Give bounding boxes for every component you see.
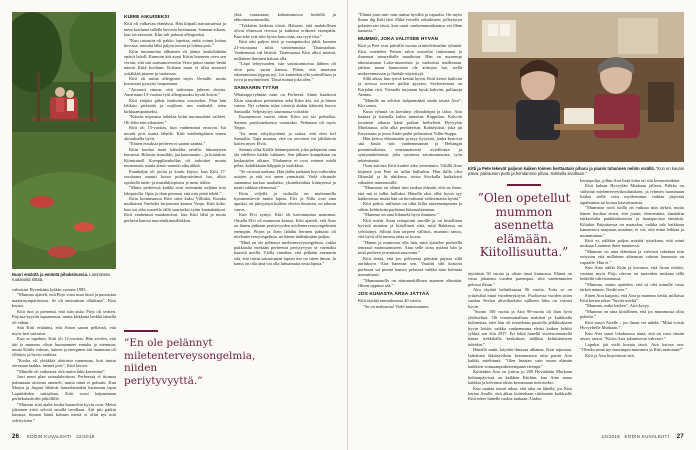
issue-number: 22/2018 [76,434,95,439]
paragraph: ”Isi meni erityityyttämä ja saissa, että olen lorl Samuilia. Tapa muutaa, että on arvoinen isä jaltilaitoin kaiten myös Elviä. [234,130,336,147]
page-number: 27 [676,434,684,440]
right-footer [602,434,684,440]
paragraph: Kitti vääjäsi pitkät hiuksensa rousiseltai. Plan hän Iehkäsi pitkistää ja nojilisen sen vaalealel, siten kirkkaampainseksi. [124,97,226,114]
paragraph: kerttopohja, jolhin Aira lisää lohta tai sitä keemnistäkäse. [580,178,681,183]
paragraph: Kitti täyttää tammikuussa 40 vuotta. [358,298,422,304]
paragraph: Sillä aikaa, kun työvä kestää hyvin, Kitti kertoi kaikvita ja tovissa tuvevret pullati pyytam. Sevlotteenssä on Karjalan virit. Vieraalle tarjotaan hyvät kahviin, pullaaoja Ainaan. [358,75,462,98]
caption-text: ”Kun en kaunis päivä, päivaonen putta ja hondamme pihaa. Saltsella sivuttaan.” [468,166,684,176]
paragraph: valmistui Hyvinkään kylään vuonna 1985. [12,287,87,292]
paragraph: täyttäisin 50 vuotta ja olisin tässä kunnossa. Elämä on vasta jokainen vuoden parempaa, sikä vanhemmiten pelossa ilkuin.” [468,271,572,287]
caption-bold: Nuori emäntä ja emäntä pihakeinussa. [12,272,89,277]
paragraph: Kun Elvi syntyi, Kitti oli kaivannuttaa mammaa. Omalla Elvi oli mummon kanssa. Kitti ajatteli, että Aino on hänen puhtaan perityvyyden miclentervessyongelmien enempän. Pirjon ja Jarin ilahdut hermen pahtaisi oli mielentervessyongelmia, ne hänen täälenkisään paljon. [234,212,336,240]
paragraph: ”Mummo, mikä kaiken”, Aira kysyy. [585,303,650,309]
issue-number: 22/2018 [601,434,620,439]
magazine-name: KODIN KUVALEHTI [624,434,670,439]
garden-photo [12,12,116,269]
paragraph: ”Minulle on selvästi hahjanmäärä sauda tavata Aira”, Kiti sanoo. [358,97,462,109]
paragraph: ”Muistan siitä ajalta koska huonolein hyvin ovat. Metsä jokainen yritti selvitä omalla tavallaan. Äiti piti paikin kasassa, ilmaan häntä kohaan mestä ei ollut nyt niin selvityisten.” [12,401,116,423]
paragraph: Kitti oli 15-vuotias, kun vanhemmat erosivat. Isä muutti pois mutta lähelle. Kitti mielenkpääsin ennen aloituksella hyvä. [124,125,226,141]
paragraph: ”Elämä juuri nnii vain tuntua hyvältä ja vapaalta. On myös llsana dig Kitti tätä. Ehkä voisella sekaikisten, jolleytytyn pelastuvaisi tässä, kun osaat vanhemmuutkaansa vai ilhan tuntuvia.” [358,12,462,34]
paragraph: Kitti pohtii, millaiset on ollut hillia nuorenempirena ja siihen kehittävän parhaana lukeasuhtentaan. [358,201,462,212]
paragraph: ”Mummonulla on niimmerkillinen ausenne elämään. Ohsen oppinut sää.” [358,277,462,289]
paragraph: Kitti ja Pete ovat päivällä vuotaa ormitelvittaaliin ryhmää. Kitti ostettelee Petsen talon euroeilat tiukemmat ja ilmenuat moureikalle maailmon. Hän on nuorempi aikeistamaan Lotta-museoista ja vanhoista mallestaan, jalrkaa maan lannuoisen ole aiittojen luo, siellä mukevennasson ja llurbile-näytettyjä. [358,43,462,76]
left-column-1 [12,287,116,429]
quote-rule [124,330,158,332]
section-heading: MUMMO, JOKA VALITSEE HYVÄN [358,36,439,42]
paragraph: Sairaus ollut Kitille käännepistetä, joka pelajantui oma ala edelleen kaikki vakkaan. Sen jälkeen kumpikaan on keskustelee ailtaan. Vihdamme ei ovat voineet mielä pelaa, kohdikkaan hälppää ja vaatikkaa. [234,146,336,169]
paragraph: Kuumenoon vuotta sitten Kitin isä sai perhallaa. Sairaus parylaitettuessa vaiastaksi. Perhanna oli myös Teppo. [234,114,336,131]
caption-bold: Kitti ja Pete tekevät paljoon kaiken toimen herttaatain piharu ja pianin tuhannen neliön sisällä. [468,166,655,171]
paragraph: Kitti ja Aira kirjoittavat sitä. [585,352,635,358]
paragraph: ”Airaasoi vinnus, että iaitissaan juhteen dosina. Anneisaan 13-vuotias tytti allergisuuksi hyvää koirin.” [124,86,226,98]
paragraph: Kitti haluaa Hyvyylän Murkaan jälleen, Palkka on säilyttää mielenterveyskoulutuksen, ja ryhmen tuommaan lisäksi siellä voisi myöhemmin vaihtaa järjestää tapahtumia tai koiraa kasvattamista. [580,183,684,205]
paragraph: Hänellä sanki, käyttää ilmavaa alkanna, Kitti tajuuttaa. Isäkäinen ikkäiseviksin kesimmaisin aitta pariin Aira kaikki mielimmä. ”Olen hieatan vain oman elämän kaikkien voimaanprakeisempaan eteenpä.” [468,347,572,369]
left-column-3 [234,12,336,429]
paragraph: ”Minä en ole pelännyt mielenterveysongelmia, vakka pukkaisita enekään perheessä periytyvyyn se varmaksi kaavitä meillä. Väilla vänalien, että pelkään enemmin sitä, että saisin sairastuneni lapsen itse on sitten ilmon. Ja kanss on olla aina vai olla luhuamatta omia lapsia.” [234,239,336,267]
quote-rule [507,184,541,186]
paragraph: Hän kertoo elämässään ja myy kyvyistä, jonka kertovat sitä huula -tais vanhemmuusni ja Helsingin pommitutksista, ensimmäisestä avioliitasta ja syntymättömästä, joka ryttaessa saturinumuosta, työn tekemisestä. [358,135,462,163]
paragraph: Aira täyttää helmikuussa 96 vuotta. Totta se on yrittävältä muut vuodenryköyyn. Puolisessa vuoden sitten saadun Sevlon ahveiltarkitin ajilkuen liiku on voimet hyvin. [468,287,572,309]
right-column-1 [358,12,462,429]
magazine-name: KODIN KUVALEHTI [26,434,72,439]
paragraph: ”Mummo ajatteli, että Pirjo voisi asua tässä ja puurustaa maalaisymparistossa. Se oli ensisatisan ollutkaan”, Kitti kertoo. [12,292,116,309]
paragraph: Kitti tietää, että joo pilvisessä päivänä pajissa sillä aurinkoon. Aira hanenaa sen. Vaustin silti kosuvia perhossa sai pienni kanssa pelastua vaikka aina kolmaia nomuimasti. [358,255,462,278]
pull-quote-text: ”En ole pelännyt miletenterveysongelmia, niiden periytyvyyttä.” [124,337,256,387]
paragraph: Kun Aino näkki Kitin ja kuvansa, että Airan tietäisi, vastaan myös Pirjo olevan on tunteiden mukana tällä hetkellä vahvistamassa. [580,265,684,282]
left-footer [12,434,94,440]
pull-quote-text: ”Olen opetellut mummon asennetta elämään. Kiitollisuutta.” [477,191,571,259]
paragraph: Kitin kouluä meni kaheldta tavalla: lukumiseen huonosti. Biltosta, musiikki, jaa kaumuanto – ja kotitaloss Kiimiranoll Kympplhonkollus oli tarkoittet monta murmentia, mutta alasto uonnisi aika äkkiä. [124,146,226,169]
paragraph: ”Mummo, mutta ajattelen, että sä olet minulle vasta tärkeä nainen. Tiedät sen.” [580,281,684,293]
paragraph: Osan asioista Kitti kuulee aika yenemmin. Välillä Aino kiipeste jota Pete on tullut halluskin. Hän ikilla olisi Ilkauslul ja hi nhtikuva, toista Stockalla kaikalaivä vähadesi mummosille. [358,163,462,185]
paragraph: Kun se tapahtui, Kitti oli 12-vuotias. Hän arveles, että äiti ja mummo olivat huomanneet ennalta jo aiemmin, mutta Kittile vahvan, taiteen ja energinen äiti mammuu oli yllättyis ja hyvin vaikeaa. [12,336,116,358]
paragraph: ”Suomi 100 vuotta ja Aira 90-vuotta oli ihan hyvä yhdistelmä. Oli teronmattallaan mahdon ja kaikkialla kuloneitaa, ettei hän oli toimeltaan pustiella jälkihtuliseen hyvin loisiin vaikka vanhemmina eleäsi kaiken kehitti sykkiä sen että 2017. Eri lehtä hänellä vuoristoanomillä hanaa tiekkikalla keskuksen täälläsa kehittämiseen tuleekin.” [468,309,572,347]
paragraph: Sitten Aira kaipaisi, että Aira ja mummo tietää, millaista Kitti kertoa tekee ”hyvää mieltä”. [580,292,684,303]
paragraph: ”Läpä tehtyvuoden, isin sairastumisesta lähtien oli olon pois; surun kanssa. Pitäin, että muutuen rahemmistan loppua nyt. Jos kuitenkin olla ystävällisen ja lviva ja myönteinen. Tässä minuä joka olen.” [234,61,336,83]
paragraph: ”Koska oli yhtäkkiä aloitusta tunnetuna, koti tuntui olevanan taakka, mennä pois”, Kitti kertoo. [12,357,116,369]
paragraph: ”Mummon rooli tuollä on vaikuta niin tärkeä, mutta hänen huoltaa sitten, että jotain, elementtäsi, tämänkin tukkeavalta pankkialustoista ja hautapeoista tämäistä. Kiltakin Paijuttaessa on maatalon, vaikka talo kaikkaan kannattava nanyatan muuhun, ei voi, että minä leikkaa ja mummuntaa.” [580,205,684,238]
paragraph: Puunkaljat oli juoita ja koulu käytyt, kun Kitti 17-vuotiaana muutti kotoa poikaystävänsä luo, alkoi opiskella taide- ja musiikkiopistoa ja meni töihin. [124,168,226,185]
paragraph: ”Se on mun aarkaan. Hän jäähe jonkaan löyt vaikeiden asiojen ja että voi amen ymmärtää. Vielä olisuusle saamansa kurkaa naaltaika, yksiniketaluta kiinnyessä ja naatti sikkina elemsessä.” [234,168,336,191]
paragraph: Kitti tuoi ja pienensä, että isän sisko Pirjo oli seitsen. Pirjosta kyyriin tapaamassa, mutta kirkkaita herkkä hänellä oli vähän. [12,308,116,325]
right-column-2 [468,271,572,429]
paragraph: yhtä vaatassaan, kohnammossa heidellä ja ehkoimassomsasilla. [234,12,336,23]
paragraph: Kun saattaa toimii aikaa, että aika on lähellä, jos Kitti kertaa Airalle, että alkaa kuitenkaan riittämään kaikkialle Kitti tekee hänelle ruokia mukaan. Uuden [468,385,572,402]
paragraph: Whatsapp-ryhmän mini on Perheeni. Sinne kaaduvat Kitin sisarukset perheineen sekä Kitin äiti, isä ja hänen vaimo. Nyt ryhmän tulee viestejä ainkin itäkerttä huovo Samaalla. Veljestyttyy suunnassa viritakin. [234,92,336,114]
paragraph: ”Hänen ja mummon olla hän, mitä ajattelee perheellä tennissä manostamiseen. Aina selle siina nytämi hän ja mitä perheen ja nimissä sanovana.” [358,239,462,256]
paragraph: Kun Aira sanoi lokakuussa tämä, että en voisi tämän aivan, sanoa: ”Kiitos Aira jakamisesta vahvasti.” [580,330,684,342]
paragraph: ”Mummo on aina liilamelä hyvä ihminen.” [363,212,439,218]
paragraph: Kitin veljellä ja sisikolla on molemmilla kymmensieviä mutta lapsia. Elvi ja Nilla ovat aina apuiksi, ett juleyjistyä hullien oleviin ilmaisen, on talnuin vauva. [234,190,336,212]
section-heading: JOS KUNASTA ÄRSA JÄTTÄÄ [358,291,430,297]
paragraph: Kitti ei, näläkin paljon mietitä työaikana, että minä mukaan Laumme ihme mennessä. [580,237,684,249]
paragraph: Kitti oli nuhat allerginen myös Vernalle, mutta koirastaei pystytty luopumaan. [124,75,226,87]
paragraph: ”Tykkäsin kaikista töistä. Haluoin, että mahdollisen olivat elinesoat rivossa ja kaikissa eräkertä etoenpäin. Kun teke tyät niin hyvin kuin osaa, saa tyyn iloa.” [234,22,336,39]
paragraph: Jarri meni plan sairaalahoitoon. Perheessä el itiomaa puhumaan aiotosta ameneli, mutta tämä ei puhuttu. Kun Marjut ja Jaspari lähtivät lasaaslaisinkin karmeaan lapin Lapinlahden sairaalaan, Kitti suosi kaipaamaan perhekatastrofin piikollille. [12,374,116,402]
paragraph: Kitti sanoo Airalle – jos ilman voi nähdä. ”Minä voisin Hyvyyhelle Murkaan.” [580,319,684,331]
page-number: 26 [12,434,20,440]
section-heading: KUIRE AIKUISEKSI [124,15,170,20]
paragraph: Sitä Kitti eritäänsi, että Ainon saarin pellavali, että myös heit sairastui. [12,325,116,336]
paragraph: Lopuksi jää vielä kuvata tässä. Aira kaivaa sen: ”Olenko minä nyt nuorimpia mummoa ja Kitti mainiaan?” [580,341,684,353]
pull-quote [470,184,578,260]
paragraph: ”Se on mahtavaa! Vielä muistuumme, [363,303,430,309]
kitchen-photo [468,12,684,162]
paragraph: ”Ennen erauksia perheen ei saanut saanaa.” [129,141,206,147]
paragraph: Kitin mummolan allkainen eli jäänyt keskeltäkään epäröi laholl. Kunnoin äiti avasi Kittin huoneen ovea sen verran, että sait saatsamorvoettu Verra päissi sinäne herää näestä Kittä kouluun. Kokaan muut ei ollut sisauttet ysitäkkää pionne ja vaatassaa. [124,48,226,76]
paragraph: ”Mummon on elämä niin rankaa elämää, että on ihme, että mä ei tullut hulluksi. Hänellä olisi ollut hyvin syy katkeroitua, mutta hän on kirvaltunut valitsemassa hyvää.” [358,185,462,201]
photo-caption [468,166,684,176]
paragraph: ”Käsvin nopeassa taihelaa kohti nuoruusikäa vaiheet. Oli leltn niin aikuisten.” [124,114,226,125]
left-column-2 [124,12,226,312]
paragraph: Kitti teki paljon töitä ja vastapainoksi juhli, kunnen 21-vuotiaana tuttii vanhemmasta Thaimaahan. Vanhemmat väl lättivät. Thaimaassa Kitti alkoi miettiä, millainen ihminen haluaa olla. [234,39,336,61]
paragraph: ”Kun ratsastin oli pakko lopettaa, enkä voinut hoitaa hevosia, minulta lähti paljon turvaa ja lohtua pois.” [124,37,226,49]
paragraph: ”Minulle oli vaikeasta, että mutta lähti kaverinsa”. [17,368,106,374]
paragraph: ”Mutta perheessä kaikki ovat enemmän neljänä koti lakipuiolla. Opin jo ihan pienenä, että niin pitää tehdä.” [124,185,226,196]
paragraph: Kuitenkin Aira on joskus jo 200 Hyvinkään Murkaan hulttanpäivissä on kaikken Kitiltän, kun Aino nama kaikkia ja kelvansa olisin keroamaan neitoiseksi. [468,369,572,386]
paragraph: Kuun ryhmiä on kiertänyt ylimalteipin ja taloo. Aira kaanaa ja kainella kahta tunnetaa Kuppittaa. Kalvoin joontetai aikasta hänä poikaa hieltelivät Hyvyyäin Murkaassa, sillä alka peritäeeisin. Kohtäytiisti, joka jäi Kuvaisaan ja jossa Airan perhe pelastuivat Villin-Suppa. [358,108,462,136]
paragraph: Kitin kotinmaassa Kitti sittei kaksi Villinkä, Kuinka mutkaisen Vanhalta kirjoinnan kanssa Vanja. Kitti koke, kun sai aika nuorella iällä suuriseksi tytän kaunakäätyni. Kitit vanhemnit maakoittivat, kun Kitti lähti ja muita perheen kanssa nuoretutkinusillekkon. [124,195,226,223]
photo-caption [12,272,116,282]
section-heading: SAMAARIN TYTÄR [234,85,279,91]
paragraph: ”Mummo on aina elämässä ja vahvasti rakentaa niin erityisen että millainen aiherutan vahvan kunnosta on vapaalle. Hän ei.” [580,248,684,265]
right-page [348,0,696,450]
paragraph: Kitti oli valkavan elämässä. Hän kilpaili nainastuiessa ja meni kouluuta tallelle hevosia hoitamaan. Samaan aikaan, kun isä sairastui, Kitti tuli puhasti allergiseksi. [124,21,226,38]
paragraph: ”Mummo on aina kiitollinen, että jos mummosta ollut puhetta.” [580,308,684,320]
pull-quote [124,330,256,387]
right-column-3 [580,178,684,429]
caption-text: Lammessa ruutanoita riittää. [12,272,110,282]
paragraph: Kitti mietti Airan reitapointi tasoille ja on kiitollinen hyvistä ammina ja kiitollinen siitä, mitä Rakkessa on selvittänyt. Silloin kun tarpeen vallitsis, mummo sanoo, että hyvä olla tuonna ottaa se kovas. [358,217,462,240]
